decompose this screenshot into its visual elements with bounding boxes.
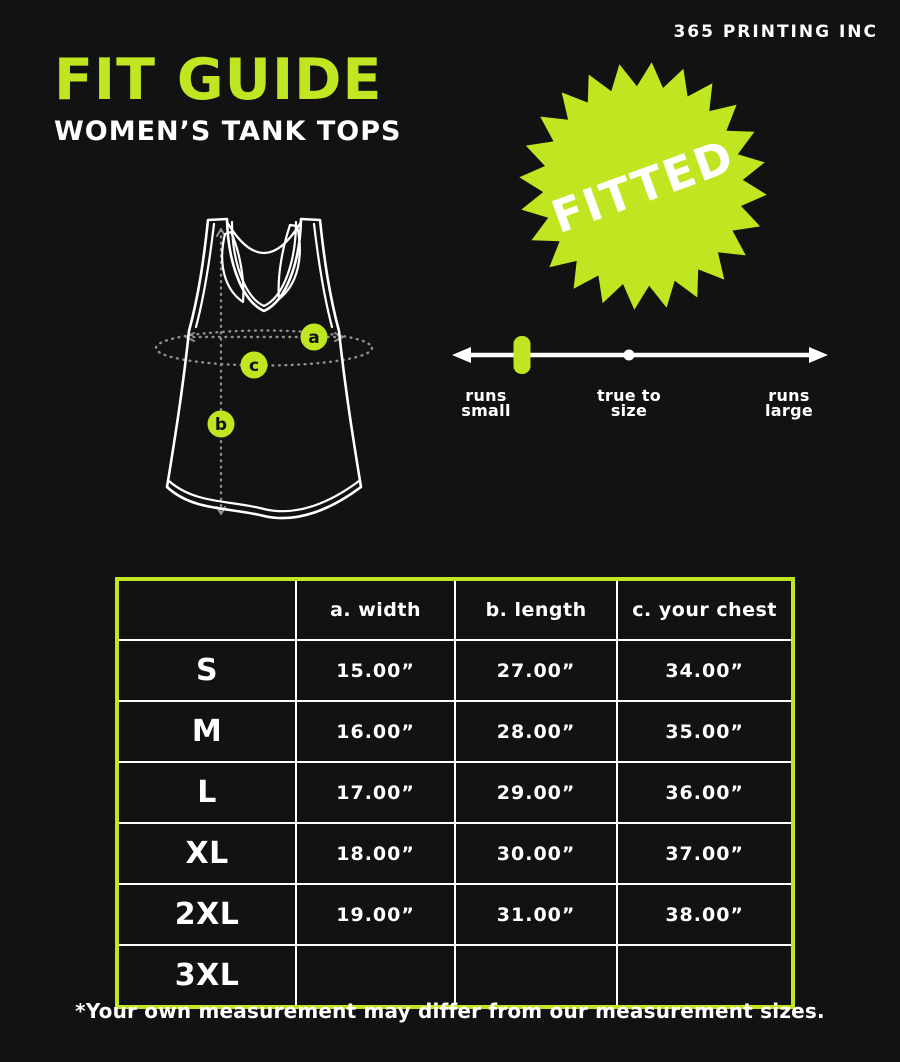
- page-subtitle: WOMEN’S TANK TOPS: [54, 116, 402, 147]
- scale-label-line: runs: [768, 386, 810, 405]
- size-row-l: [117, 762, 793, 823]
- width-cell: 16.00”: [296, 701, 455, 762]
- length-cell: [455, 945, 617, 1007]
- scale-label-runs-large: [765, 388, 813, 418]
- marker-b-label: b: [214, 415, 228, 435]
- size-cell: XL: [117, 823, 296, 884]
- scale-arrow-right-icon: [809, 347, 828, 363]
- length-cell: 28.00”: [455, 701, 617, 762]
- scale-label-line: large: [765, 401, 813, 420]
- length-cell: 27.00”: [455, 640, 617, 701]
- size-cell: L: [117, 762, 296, 823]
- fit-scale-axis: [450, 326, 830, 386]
- scale-arrow-left-icon: [452, 347, 471, 363]
- size-cell: 3XL: [117, 945, 296, 1007]
- scale-label-line: small: [461, 401, 511, 420]
- chest-cell: 37.00”: [617, 823, 793, 884]
- measurement-disclaimer: *Your own measurement may differ from our measurement sizes.: [75, 999, 825, 1023]
- chest-cell: 36.00”: [617, 762, 793, 823]
- size-row-s: [117, 640, 793, 701]
- page-header: [54, 47, 402, 147]
- scale-label-line: true to: [596, 386, 662, 405]
- scale-center-dot: [624, 350, 635, 361]
- length-cell: 31.00”: [455, 884, 617, 945]
- size-row-m: [117, 701, 793, 762]
- scale-label-line: runs: [465, 386, 507, 405]
- brand-name: 365 PRINTING INC: [673, 22, 878, 42]
- scale-label-true-to-size: [597, 388, 661, 418]
- chest-cell: [617, 945, 793, 1007]
- page-title: FIT GUIDE: [54, 47, 383, 113]
- header-cell-blank: [117, 579, 296, 640]
- width-cell: 17.00”: [296, 762, 455, 823]
- size-row-3xl: [117, 945, 793, 1007]
- fitted-badge: [517, 60, 769, 312]
- marker-a-label: a: [308, 328, 320, 348]
- size-row-2xl: [117, 884, 793, 945]
- scale-position-marker: [514, 336, 531, 374]
- chest-cell: 38.00”: [617, 884, 793, 945]
- tank-top-diagram: [138, 198, 390, 534]
- size-cell: 2XL: [117, 884, 296, 945]
- header-cell-chest: c. your chest: [617, 579, 793, 640]
- marker-c-label: c: [248, 356, 260, 376]
- width-cell: [296, 945, 455, 1007]
- fitted-badge-label: FITTED: [544, 128, 742, 244]
- size-cell: S: [117, 640, 296, 701]
- scale-label-line: size: [610, 401, 648, 420]
- size-row-xl: [117, 823, 793, 884]
- size-cell: M: [117, 701, 296, 762]
- chest-cell: 35.00”: [617, 701, 793, 762]
- width-cell: 19.00”: [296, 884, 455, 945]
- chest-cell: 34.00”: [617, 640, 793, 701]
- length-cell: 29.00”: [455, 762, 617, 823]
- header-cell-length: b. length: [455, 579, 617, 640]
- scale-label-runs-small: [461, 388, 510, 418]
- size-chart-header-row: [117, 579, 793, 640]
- width-cell: 15.00”: [296, 640, 455, 701]
- width-cell: 18.00”: [296, 823, 455, 884]
- length-cell: 30.00”: [455, 823, 617, 884]
- header-cell-width: a. width: [296, 579, 455, 640]
- size-chart-table: [115, 577, 795, 1009]
- fit-scale: [450, 326, 830, 436]
